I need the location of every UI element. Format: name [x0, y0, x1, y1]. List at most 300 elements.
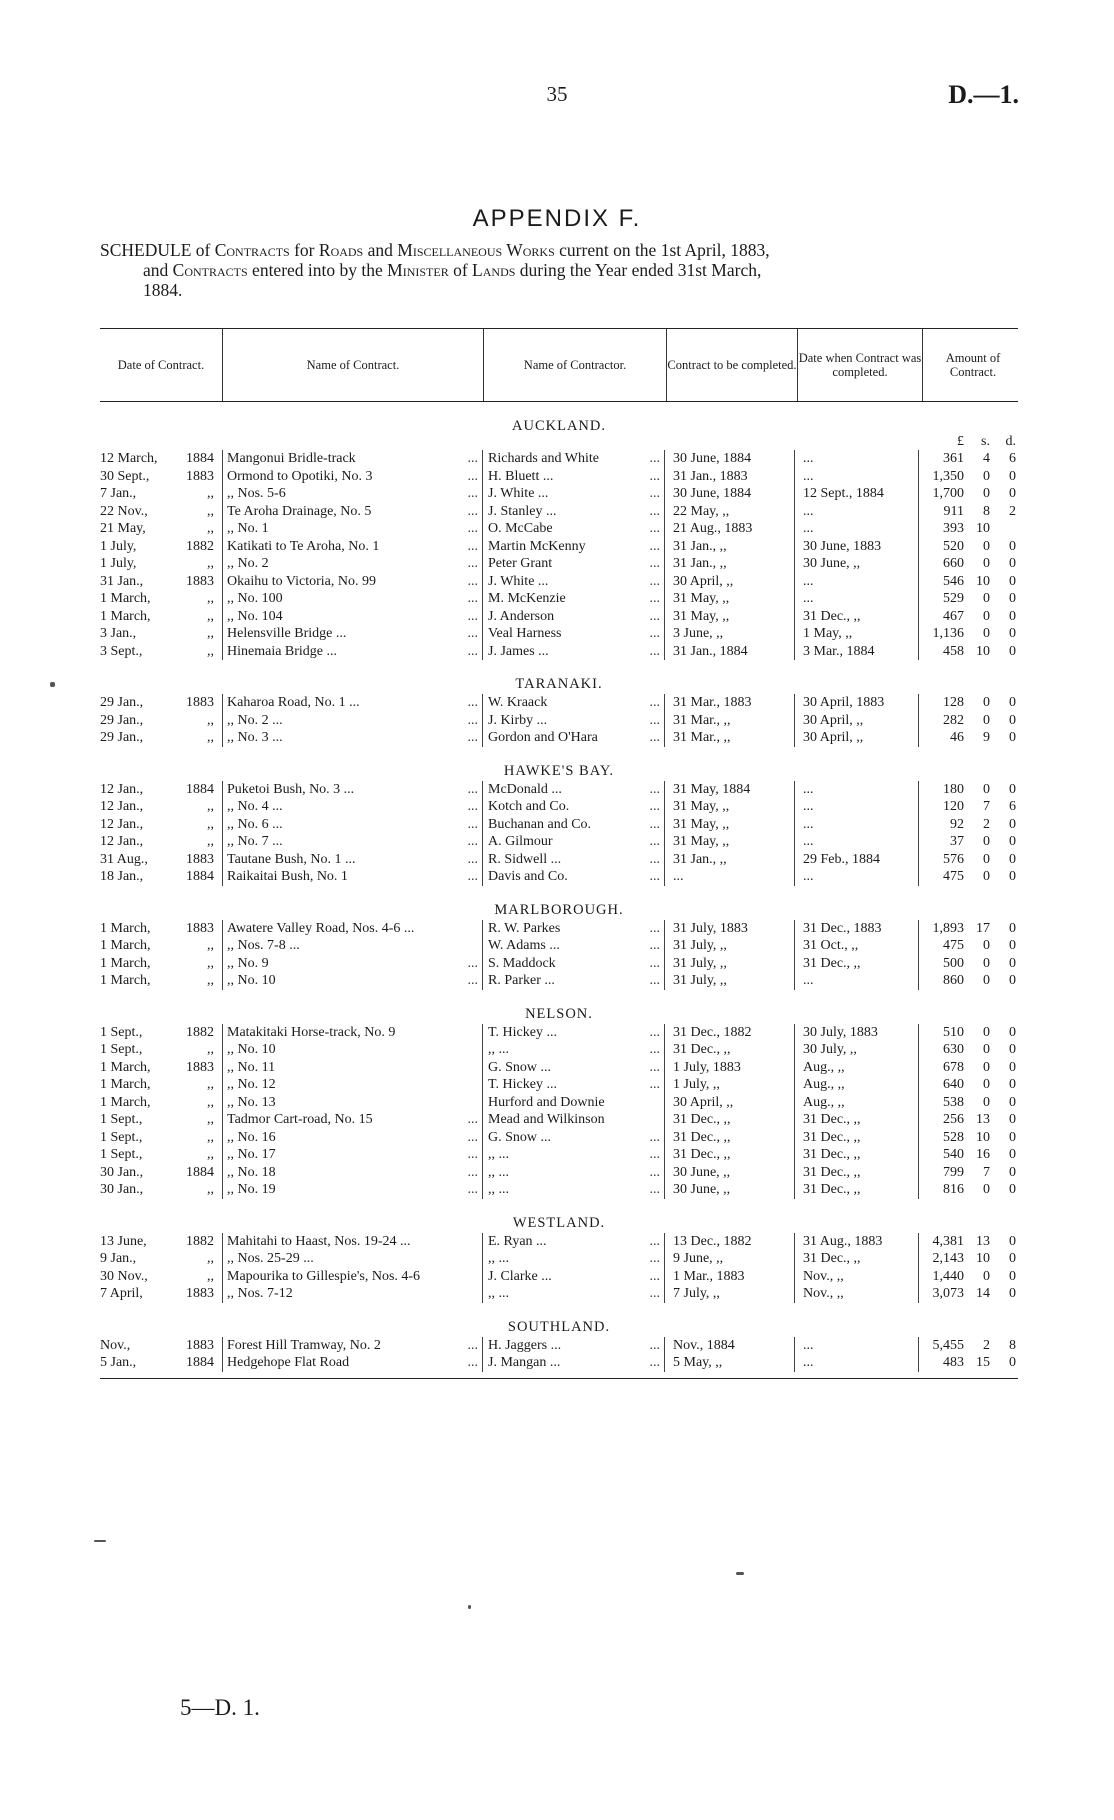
date-day: 5 Jan., — [100, 1355, 137, 1370]
date-cell — [100, 590, 222, 608]
amount-cell — [918, 1146, 1018, 1164]
amount-cell — [918, 1041, 1018, 1059]
contract-name: ,, No. 18 — [227, 1164, 276, 1180]
completed-cell: 1 May, ,, — [794, 625, 918, 643]
contractor-name: Peter Grant — [488, 556, 553, 571]
date-day: Nov., — [100, 1337, 131, 1353]
contractor-name: T. Hickey ... — [488, 1077, 557, 1092]
date-year: ,, — [207, 643, 214, 659]
contractor-cell — [482, 920, 664, 938]
contract-name: Matakitaki Horse-track, No. 9 — [227, 1024, 396, 1040]
leader-dots: ... — [467, 643, 478, 659]
paper-speck — [468, 1605, 471, 1609]
contractor-name: ,, ... — [488, 1251, 509, 1266]
contractor-cell — [482, 555, 664, 573]
date-cell — [100, 937, 222, 955]
leader-dots: ... — [649, 503, 660, 519]
to-complete-cell: 21 Aug., 1883 — [664, 520, 794, 538]
date-cell — [100, 851, 222, 869]
amount-shillings: 0 — [983, 695, 990, 710]
contractor-name: J. James ... — [488, 643, 549, 659]
table-row — [100, 798, 1018, 816]
amount-pounds: 540 — [943, 1147, 964, 1162]
amount-shillings: 9 — [983, 730, 990, 745]
contract-name-cell — [222, 485, 482, 503]
leader-dots: ... — [649, 468, 660, 484]
contract-name-cell — [222, 798, 482, 816]
appendix-title: APPENDIX F. — [472, 205, 642, 232]
heading-word: Contracts — [214, 240, 290, 260]
leader-dots: ... — [467, 538, 478, 554]
contract-name-cell — [222, 573, 482, 591]
contract-name: ,, No. 3 ... — [227, 730, 283, 745]
amount-shillings: 0 — [983, 556, 990, 571]
date-year: 1884 — [186, 869, 214, 884]
leader-dots: ... — [467, 799, 478, 814]
amount-cell — [918, 468, 1018, 486]
date-cell — [100, 450, 222, 468]
contract-name-cell — [222, 1181, 482, 1199]
leader-dots: ... — [467, 1182, 478, 1197]
contract-name-cell — [222, 520, 482, 538]
amount-pence: 8 — [1009, 1337, 1016, 1353]
contract-name: ,, No. 12 — [227, 1077, 276, 1092]
contract-name-cell — [222, 781, 482, 799]
amount-pence: 0 — [1009, 556, 1016, 571]
amount-pence: 0 — [1009, 1059, 1016, 1075]
contractor-cell — [482, 1181, 664, 1199]
leader-dots: ... — [467, 626, 478, 641]
leader-dots: ... — [467, 486, 478, 501]
contractor-cell — [482, 972, 664, 990]
date-year: ,, — [207, 799, 214, 814]
amount-pence: 0 — [1009, 608, 1016, 624]
completed-cell: ... — [794, 1337, 918, 1355]
date-day: 12 March, — [100, 451, 158, 466]
date-year: 1883 — [186, 695, 214, 710]
date-year: 1883 — [186, 468, 214, 484]
amount-pounds: 528 — [943, 1129, 964, 1145]
contract-name-cell — [222, 851, 482, 869]
date-cell — [100, 625, 222, 643]
date-cell — [100, 1250, 222, 1268]
contract-name-cell — [222, 1059, 482, 1077]
leader-dots: ... — [649, 1024, 660, 1040]
table-row — [100, 573, 1018, 591]
table-row — [100, 643, 1018, 661]
contractor-cell — [482, 625, 664, 643]
to-complete-cell: 30 June, 1884 — [664, 450, 794, 468]
table-row — [100, 1111, 1018, 1129]
contract-name: ,, No. 6 ... — [227, 816, 283, 832]
date-day: 1 March, — [100, 920, 151, 936]
amount-pounds: 475 — [943, 938, 964, 953]
amount-pence: 0 — [1009, 1147, 1016, 1162]
contract-name: ,, No. 1 — [227, 521, 269, 536]
amount-pence: 0 — [1009, 1286, 1016, 1301]
heading-word: of — [195, 240, 211, 260]
contractor-name: J. Stanley ... — [488, 503, 557, 519]
contractor-name: H. Jaggers ... — [488, 1337, 562, 1353]
contract-name: ,, Nos. 7-12 — [227, 1286, 293, 1301]
contract-name: ,, No. 10 — [227, 1042, 276, 1057]
date-cell — [100, 1129, 222, 1147]
contractor-name: M. McKenzie — [488, 591, 566, 606]
contract-name: Ormond to Opotiki, No. 3 — [227, 468, 373, 484]
date-year: 1884 — [186, 781, 214, 797]
schedule-heading — [100, 240, 1018, 300]
date-year: ,, — [207, 938, 214, 953]
leader-dots: ... — [467, 1355, 478, 1370]
leader-dots — [452, 920, 482, 938]
contractor-cell — [482, 1129, 664, 1147]
amount-cell — [918, 851, 1018, 869]
table-row — [100, 468, 1018, 486]
amount-cell — [918, 1354, 1018, 1372]
contractor-name: H. Bluett ... — [488, 468, 554, 484]
contract-name-cell — [222, 1129, 482, 1147]
date-day: 1 March, — [100, 591, 151, 606]
amount-shillings: 8 — [983, 503, 990, 519]
amount-pounds: 520 — [943, 538, 964, 554]
contract-name: ,, No. 100 — [227, 591, 283, 606]
leader-dots: ... — [467, 556, 478, 571]
table-row — [100, 729, 1018, 747]
leader-dots: ... — [649, 451, 660, 466]
amount-pounds: 475 — [943, 869, 964, 884]
date-year: ,, — [207, 521, 214, 536]
amount-pounds: 799 — [943, 1164, 964, 1180]
contractor-cell — [482, 1146, 664, 1164]
to-complete-cell: 31 Jan., ,, — [664, 538, 794, 556]
contractor-name: W. Adams ... — [488, 938, 560, 953]
amount-pounds: 576 — [943, 851, 964, 867]
table-row — [100, 1129, 1018, 1147]
date-day: 30 Jan., — [100, 1164, 144, 1180]
leader-dots: ... — [649, 1077, 660, 1092]
leader-dots — [452, 1233, 482, 1251]
contract-name: Okaihu to Victoria, No. 99 — [227, 573, 376, 589]
amount-pence: 0 — [1009, 643, 1016, 659]
date-cell — [100, 643, 222, 661]
date-cell — [100, 1285, 222, 1303]
contract-name: Mangonui Bridle-track — [227, 451, 356, 466]
contractor-cell — [482, 1337, 664, 1355]
contractor-name: O. McCabe — [488, 521, 553, 536]
leader-dots: ... — [649, 695, 660, 710]
amount-pounds: 640 — [943, 1077, 964, 1092]
heading-word: for — [294, 240, 315, 260]
leader-dots: ... — [467, 973, 478, 988]
date-day: 30 Jan., — [100, 1182, 144, 1197]
contract-name: ,, No. 2 ... — [227, 712, 283, 728]
completed-cell: Nov., ,, — [794, 1285, 918, 1303]
amount-pounds: 467 — [943, 608, 964, 624]
leader-dots: ... — [649, 1059, 660, 1075]
leader-dots — [452, 1024, 482, 1042]
contract-name-cell — [222, 625, 482, 643]
to-complete-cell: 31 Dec., 1882 — [664, 1024, 794, 1042]
amount-pence: 0 — [1009, 816, 1016, 832]
table-row — [100, 694, 1018, 712]
date-year: ,, — [207, 730, 214, 745]
contractor-cell — [482, 1285, 664, 1303]
date-day: 1 March, — [100, 1094, 151, 1110]
to-complete-cell: 31 Mar., ,, — [664, 712, 794, 730]
amount-cell — [918, 1076, 1018, 1094]
leader-dots: ... — [649, 556, 660, 571]
date-day: 1 March, — [100, 608, 151, 624]
table-row — [100, 1146, 1018, 1164]
leader-dots: ... — [467, 851, 478, 867]
completed-cell: ... — [794, 972, 918, 990]
to-complete-cell: 1 Mar., 1883 — [664, 1268, 794, 1286]
to-complete-cell: 1 July, ,, — [664, 1076, 794, 1094]
leader-dots: ... — [649, 1042, 660, 1057]
contractor-name: Gordon and O'Hara — [488, 730, 598, 745]
date-year: ,, — [207, 503, 214, 519]
date-year: 1883 — [186, 920, 214, 936]
date-year: 1884 — [186, 451, 214, 466]
date-cell — [100, 1024, 222, 1042]
amount-pounds: 128 — [943, 695, 964, 710]
date-year: ,, — [207, 1147, 214, 1162]
contract-name: ,, No. 17 — [227, 1147, 276, 1162]
to-complete-cell: 22 May, ,, — [664, 503, 794, 521]
leader-dots: ... — [649, 1233, 660, 1249]
amount-cell — [918, 1268, 1018, 1286]
amount-pence: 0 — [1009, 1077, 1016, 1092]
contractor-name: ,, ... — [488, 1042, 509, 1057]
amount-pounds: 500 — [943, 955, 964, 971]
contract-name-cell — [222, 712, 482, 730]
completed-cell: 12 Sept., 1884 — [794, 485, 918, 503]
amount-cell — [918, 1111, 1018, 1129]
date-cell — [100, 538, 222, 556]
leader-dots: ... — [467, 1147, 478, 1162]
completed-cell: ... — [794, 781, 918, 799]
completed-cell: ... — [794, 1354, 918, 1372]
region-heading: TARANAKI. — [515, 676, 603, 692]
amount-pounds: 256 — [943, 1112, 964, 1127]
amount-cell — [918, 643, 1018, 661]
contractor-cell — [482, 520, 664, 538]
column-header-completed: Date when Contract was completed. — [797, 329, 922, 401]
date-cell — [100, 1076, 222, 1094]
date-cell — [100, 955, 222, 973]
amount-pounds: 37 — [950, 834, 964, 849]
completed-cell: 31 Dec., ,, — [794, 955, 918, 973]
date-cell — [100, 520, 222, 538]
date-cell — [100, 920, 222, 938]
contract-name: ,, No. 9 — [227, 955, 269, 971]
leader-dots: ... — [649, 626, 660, 641]
date-day: 1 Sept., — [100, 1112, 143, 1127]
completed-cell: ... — [794, 590, 918, 608]
to-complete-cell: 31 May, ,, — [664, 608, 794, 626]
amount-shillings: 15 — [976, 1355, 990, 1370]
date-cell — [100, 1094, 222, 1112]
date-cell — [100, 503, 222, 521]
to-complete-cell: 5 May, ,, — [664, 1354, 794, 1372]
contractor-name: McDonald ... — [488, 781, 562, 797]
table-row — [100, 712, 1018, 730]
amount-cell — [918, 608, 1018, 626]
contractor-cell — [482, 1354, 664, 1372]
leader-dots: ... — [649, 973, 660, 988]
amount-shillings: 16 — [976, 1147, 990, 1162]
contract-name: Te Aroha Drainage, No. 5 — [227, 503, 372, 519]
table-row — [100, 816, 1018, 834]
amount-shillings: 10 — [976, 1129, 990, 1145]
amount-pence: 0 — [1009, 1129, 1016, 1145]
paper-speck — [94, 1540, 106, 1542]
amount-pence: 0 — [1009, 1251, 1016, 1266]
contractor-name: R. Parker ... — [488, 973, 555, 988]
shillings-header: s. — [981, 434, 990, 449]
contract-name: ,, Nos. 5-6 — [227, 486, 286, 501]
table-row — [100, 972, 1018, 990]
date-cell — [100, 712, 222, 730]
amount-shillings: 0 — [983, 1024, 990, 1040]
date-year: ,, — [207, 1112, 214, 1127]
leader-dots: ... — [467, 955, 478, 971]
amount-cell — [918, 1129, 1018, 1147]
to-complete-cell: 31 July, ,, — [664, 937, 794, 955]
contractor-name: G. Snow ... — [488, 1059, 552, 1075]
date-cell — [100, 1041, 222, 1059]
contract-name: Awatere Valley Road, Nos. 4-6 ... — [227, 920, 415, 936]
date-day: 1 March, — [100, 973, 151, 988]
completed-cell: ... — [794, 468, 918, 486]
amount-pence: 0 — [1009, 486, 1016, 501]
table-row — [100, 1059, 1018, 1077]
contractor-cell — [482, 1268, 664, 1286]
leader-dots: ... — [467, 834, 478, 849]
amount-pounds: 529 — [943, 591, 964, 606]
leader-dots: ... — [649, 486, 660, 501]
amount-pence: 0 — [1009, 1094, 1016, 1110]
date-day: 30 Nov., — [100, 1268, 148, 1284]
date-day: 1 March, — [100, 1077, 151, 1092]
contractor-name: T. Hickey ... — [488, 1024, 557, 1040]
leader-dots: ... — [467, 1129, 478, 1145]
amount-pence: 0 — [1009, 468, 1016, 484]
completed-cell: Nov., ,, — [794, 1268, 918, 1286]
date-cell — [100, 608, 222, 626]
table-row — [100, 1181, 1018, 1199]
amount-pence: 0 — [1009, 573, 1016, 589]
contract-name-cell — [222, 1268, 482, 1286]
amount-pence: 0 — [1009, 1112, 1016, 1127]
date-year: ,, — [207, 1251, 214, 1266]
heading-word: SCHEDULE — [100, 240, 192, 260]
contract-name: Mapourika to Gillespie's, Nos. 4-6 — [227, 1268, 421, 1284]
date-cell — [100, 1164, 222, 1182]
date-year: ,, — [207, 1268, 214, 1284]
heading-word: Miscellaneous Works — [397, 240, 555, 260]
completed-cell: 3 Mar., 1884 — [794, 643, 918, 661]
date-cell — [100, 1268, 222, 1286]
table-row — [100, 920, 1018, 938]
amount-cell — [918, 1337, 1018, 1355]
amount-pounds: 4,381 — [932, 1233, 964, 1249]
date-year: ,, — [207, 1182, 214, 1197]
contractor-name: J. Mangan ... — [488, 1355, 561, 1370]
amount-pounds: 660 — [943, 556, 964, 571]
column-header-to-complete: Contract to be completed. — [666, 329, 797, 401]
amount-pounds: 816 — [943, 1182, 964, 1197]
date-cell — [100, 868, 222, 886]
to-complete-cell: ... — [664, 868, 794, 886]
to-complete-cell: 1 July, 1883 — [664, 1059, 794, 1077]
to-complete-cell: 31 Jan., 1884 — [664, 643, 794, 661]
leader-dots — [452, 1094, 482, 1112]
date-year: ,, — [207, 973, 214, 988]
date-day: 13 June, — [100, 1233, 147, 1249]
contract-name: Raikaitai Bush, No. 1 — [227, 869, 348, 884]
amount-cell — [918, 1250, 1018, 1268]
date-year: ,, — [207, 1042, 214, 1057]
contractor-name: ,, ... — [488, 1164, 509, 1180]
heading-word: Minister — [387, 260, 449, 280]
date-day: 1 March, — [100, 955, 151, 971]
date-cell — [100, 468, 222, 486]
amount-cell — [918, 573, 1018, 591]
contractor-name: Davis and Co. — [488, 869, 568, 884]
table-row — [100, 520, 1018, 538]
amount-cell — [918, 920, 1018, 938]
footer-reference: 5—D. 1. — [180, 1695, 260, 1720]
table-row — [100, 503, 1018, 521]
contractor-cell — [482, 937, 664, 955]
amount-cell — [918, 833, 1018, 851]
date-cell — [100, 555, 222, 573]
contract-name-cell — [222, 1337, 482, 1355]
contractor-cell — [482, 1059, 664, 1077]
date-day: 22 Nov., — [100, 503, 148, 519]
to-complete-cell: 31 May, 1884 — [664, 781, 794, 799]
completed-cell: 31 Dec., ,, — [794, 1146, 918, 1164]
amount-shillings: 0 — [983, 1268, 990, 1284]
amount-cell — [918, 450, 1018, 468]
amount-pence: 0 — [1009, 1164, 1016, 1180]
completed-cell: 30 June, ,, — [794, 555, 918, 573]
heading-word: Lands — [472, 260, 516, 280]
contract-name-cell — [222, 955, 482, 973]
leader-dots: ... — [649, 816, 660, 832]
leader-dots: ... — [649, 591, 660, 606]
leader-dots — [634, 1111, 664, 1129]
amount-shillings: 4 — [983, 451, 990, 466]
date-year: ,, — [207, 486, 214, 501]
heading-word: during the Year ended 31st March, — [519, 260, 762, 280]
contractor-name: G. Snow ... — [488, 1129, 552, 1145]
amount-shillings: 7 — [983, 799, 990, 814]
contractor-cell — [482, 608, 664, 626]
to-complete-cell: 30 April, ,, — [664, 573, 794, 591]
completed-cell: 30 July, ,, — [794, 1041, 918, 1059]
contract-name: Mahitahi to Haast, Nos. 19-24 ... — [227, 1233, 411, 1249]
contract-name-cell — [222, 590, 482, 608]
completed-cell: ... — [794, 868, 918, 886]
contract-name-cell — [222, 1354, 482, 1372]
contract-name-cell — [222, 468, 482, 486]
table-row — [100, 781, 1018, 799]
contract-name: ,, No. 16 — [227, 1129, 276, 1145]
amount-shillings: 0 — [983, 1077, 990, 1092]
amount-pence: 0 — [1009, 730, 1016, 745]
